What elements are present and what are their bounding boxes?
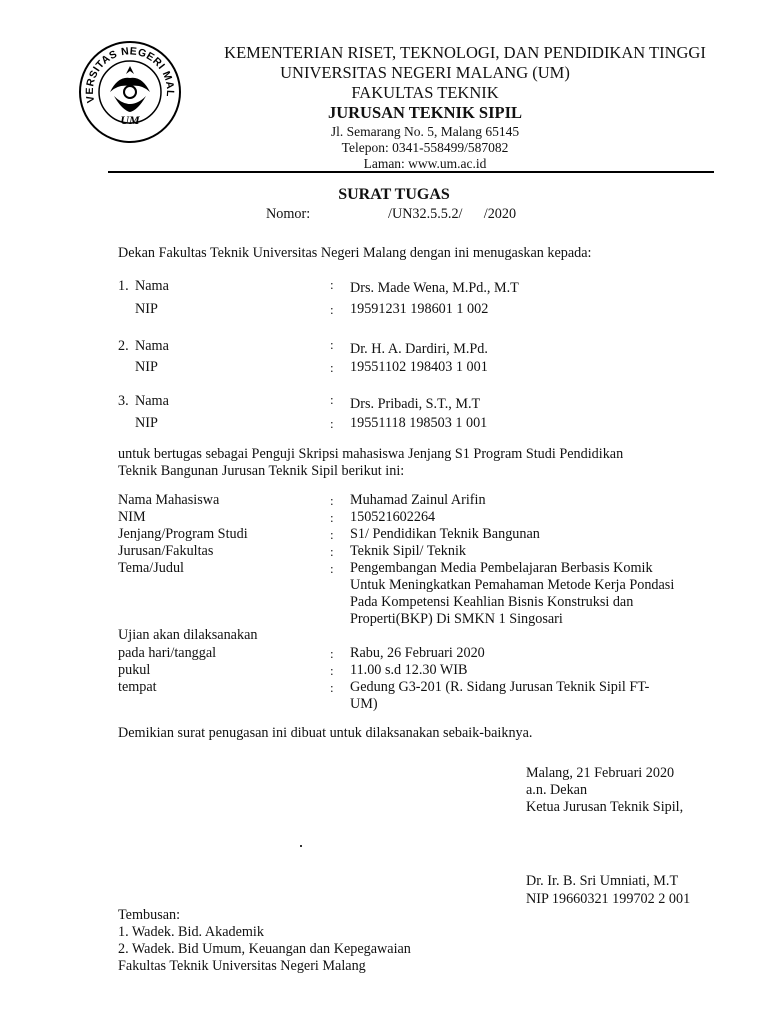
colon: : bbox=[330, 544, 334, 559]
colon: : bbox=[330, 302, 334, 317]
nim-value: 150521602264 bbox=[350, 509, 436, 525]
colon: : bbox=[330, 527, 334, 542]
assignee-nip-label: NIP bbox=[135, 301, 158, 317]
ministry-name: KEMENTERIAN RISET, TEKNOLOGI, DAN PENDIDIKAN TINGGI bbox=[224, 43, 706, 62]
colon: : bbox=[330, 510, 334, 525]
thesis-title-line: Pengembangan Media Pembelajaran Berbasis Komik bbox=[350, 560, 653, 576]
assignee-nip: 19551118 198503 1 001 bbox=[350, 415, 488, 431]
colon: : bbox=[330, 360, 334, 375]
colon: : bbox=[330, 646, 334, 661]
phone: Telepon: 0341-558499/587082 bbox=[341, 140, 509, 155]
assignee-nama-label: Nama bbox=[135, 278, 169, 294]
header-divider bbox=[108, 171, 714, 173]
letter-title: SURAT TUGAS bbox=[338, 186, 450, 203]
copies-label: Tembusan: bbox=[118, 907, 181, 923]
colon: : bbox=[330, 561, 334, 576]
assignee-nip: 19551102 198403 1 001 bbox=[350, 359, 488, 375]
address: Jl. Semarang No. 5, Malang 65145 bbox=[330, 124, 520, 139]
intro-text: Dekan Fakultas Teknik Universitas Negeri Malang dengan ini menugaskan kepada: bbox=[118, 245, 592, 261]
program-value: S1/ Pendidikan Teknik Bangunan bbox=[350, 526, 540, 542]
exam-place-line: Gedung G3-201 (R. Sidang Jurusan Teknik Sipil FT- bbox=[350, 679, 650, 695]
assignee-name: Drs. Pribadi, S.T., M.T bbox=[350, 396, 481, 412]
assignee-nama-label: Nama bbox=[135, 393, 169, 409]
exam-date: Rabu, 26 Februari 2020 bbox=[350, 645, 485, 661]
exam-place-label: tempat bbox=[118, 679, 157, 695]
colon: : bbox=[330, 493, 334, 508]
student-name-label: Nama Mahasiswa bbox=[118, 492, 220, 508]
purpose-line-2: Teknik Bangunan Jurusan Teknik Sipil berikut ini: bbox=[118, 463, 405, 479]
website: Laman: www.um.ac.id bbox=[363, 156, 487, 171]
signer-position: Ketua Jurusan Teknik Sipil, bbox=[526, 799, 684, 815]
exam-place-line: UM) bbox=[350, 696, 378, 712]
copies-item: 2. Wadek. Bid Umum, Keuangan dan Kepegawaian bbox=[118, 941, 411, 957]
closing-text: Demikian surat penugasan ini dibuat untuk dilaksanakan sebaik-baiknya. bbox=[118, 725, 533, 741]
exam-date-label: pada hari/tanggal bbox=[118, 645, 217, 661]
colon: : bbox=[330, 663, 334, 678]
assignee-name: Dr. H. A. Dardiri, M.Pd. bbox=[350, 341, 488, 357]
assignee-nip-label: NIP bbox=[135, 415, 158, 431]
nim-label: NIM bbox=[118, 509, 146, 525]
thesis-title-line: Properti(BKP) Di SMKN 1 Singosari bbox=[350, 611, 563, 627]
colon: : bbox=[330, 680, 334, 695]
thesis-title-label: Tema/Judul bbox=[118, 560, 184, 576]
exam-time-label: pukul bbox=[118, 662, 151, 678]
colon: : bbox=[330, 337, 334, 352]
exam-heading: Ujian akan dilaksanakan bbox=[118, 627, 258, 643]
assignee-nip: 19591231 198601 1 002 bbox=[350, 301, 489, 317]
assignee-number: 2. bbox=[118, 338, 129, 354]
department-value: Teknik Sipil/ Teknik bbox=[350, 543, 466, 559]
colon: : bbox=[330, 277, 334, 292]
department-name: JURUSAN TEKNIK SIPIL bbox=[327, 103, 523, 122]
program-label: Jenjang/Program Studi bbox=[118, 526, 248, 542]
copies-item: Fakultas Teknik Universitas Negeri Malang bbox=[118, 958, 366, 974]
exam-time: 11.00 s.d 12.30 WIB bbox=[350, 662, 468, 678]
university-logo bbox=[78, 40, 182, 144]
assignee-nama-label: Nama bbox=[135, 338, 169, 354]
department-label: Jurusan/Fakultas bbox=[118, 543, 214, 559]
nomor-label: Nomor: bbox=[266, 206, 311, 222]
faculty-name: FAKULTAS TEKNIK bbox=[351, 83, 499, 102]
thesis-title-line: Untuk Meningkatkan Pemahaman Metode Kerja Pondasi bbox=[350, 577, 675, 593]
assignee-name: Drs. Made Wena, M.Pd., M.T bbox=[350, 280, 519, 296]
assignee-number: 3. bbox=[118, 393, 129, 409]
signer-name: Dr. Ir. B. Sri Umniati, M.T bbox=[526, 873, 679, 889]
assignee-nip-label: NIP bbox=[135, 359, 158, 375]
on-behalf: a.n. Dekan bbox=[526, 782, 588, 798]
svg-text:UNIVERSITAS NEGERI MALANG: VERSITAS NEGERI MAL bbox=[83, 45, 177, 104]
thesis-title-line: Pada Kompetensi Keahlian Bisnis Konstruksi dan bbox=[350, 594, 634, 610]
student-name: Muhamad Zainul Arifin bbox=[350, 492, 486, 508]
svg-text:UM: UM bbox=[120, 113, 140, 127]
nomor-value: /UN32.5.5.2/ /2020 bbox=[388, 206, 517, 222]
dot-mark bbox=[300, 845, 302, 847]
colon: : bbox=[330, 416, 334, 431]
purpose-line-1: untuk bertugas sebagai Penguji Skripsi mahasiswa Jenjang S1 Program Studi Pendidikan bbox=[118, 446, 624, 462]
signer-nip: NIP 19660321 199702 2 001 bbox=[526, 891, 691, 907]
colon: : bbox=[330, 392, 334, 407]
assignee-number: 1. bbox=[118, 278, 129, 294]
university-name: UNIVERSITAS NEGERI MALANG (UM) bbox=[280, 63, 570, 82]
copies-item: 1. Wadek. Bid. Akademik bbox=[118, 924, 264, 940]
place-date: Malang, 21 Februari 2020 bbox=[526, 765, 675, 781]
